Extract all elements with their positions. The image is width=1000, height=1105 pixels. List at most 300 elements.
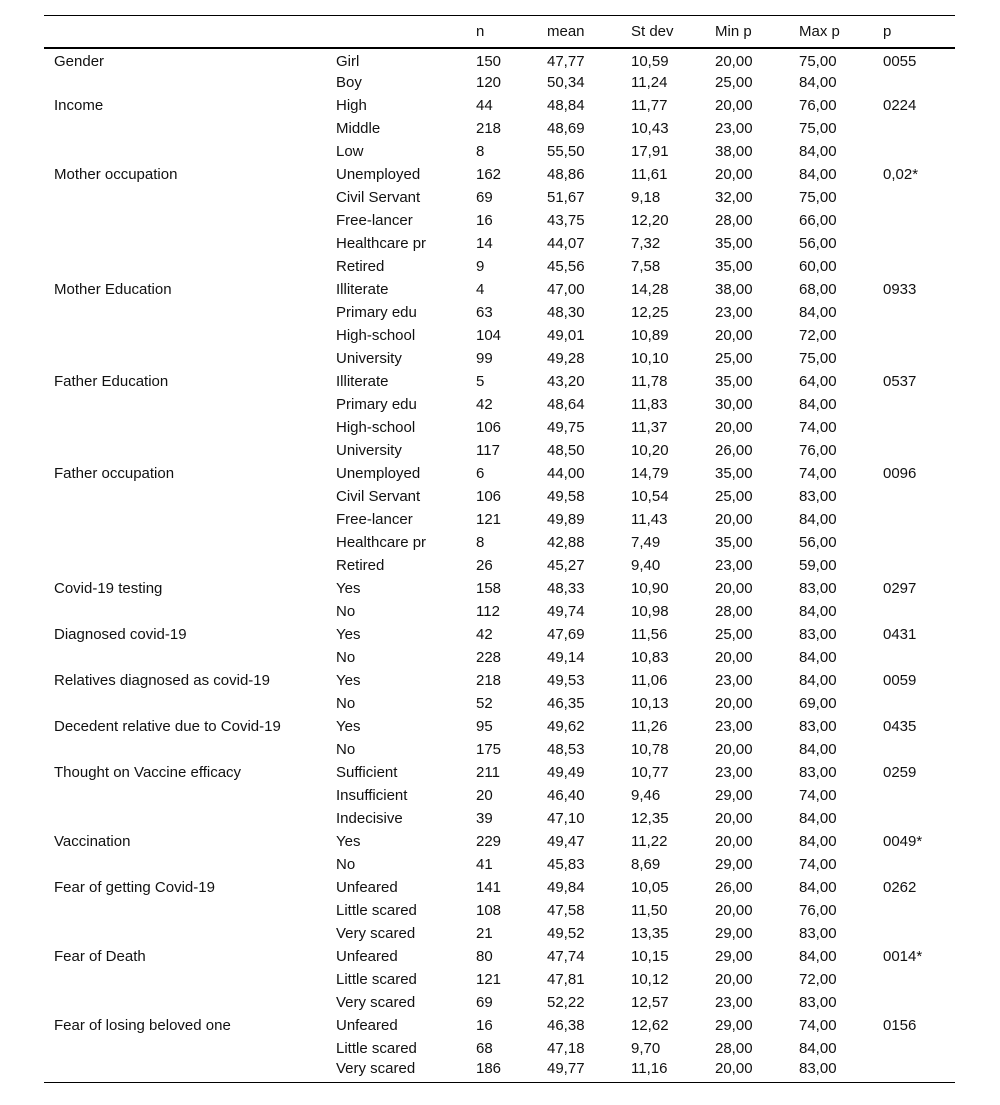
cell-st-dev: 10,83 — [631, 648, 669, 666]
cell-category: Little scared — [336, 970, 417, 988]
cell-p-value: 0156 — [883, 1016, 917, 1034]
cell-mean: 48,84 — [547, 96, 585, 114]
cell-max-p: 68,00 — [799, 280, 837, 298]
cell-n: 20 — [476, 786, 493, 804]
cell-min-p: 20,00 — [715, 418, 753, 436]
cell-variable: Covid-19 testing — [54, 579, 163, 597]
cell-n: 211 — [476, 763, 500, 781]
cell-max-p: 74,00 — [799, 1016, 837, 1034]
cell-max-p: 84,00 — [799, 671, 837, 689]
table-row — [44, 393, 955, 416]
cell-variable — [44, 1060, 336, 1083]
cell-mean: 49,75 — [547, 418, 585, 436]
cell-category: Very scared — [336, 1060, 476, 1083]
cell-min-p: 20,00 — [715, 648, 753, 666]
cell-st-dev: 11,24 — [631, 73, 668, 91]
cell-p-value — [883, 140, 955, 163]
cell-max-p: 72,00 — [799, 326, 837, 344]
cell-n: 39 — [476, 809, 493, 827]
cell-mean: 44,00 — [547, 464, 585, 482]
cell-mean: 47,74 — [547, 947, 585, 965]
cell-st-dev: 12,20 — [631, 211, 669, 229]
cell-min-p: 28,00 — [715, 211, 753, 229]
cell-max-p: 75,00 — [799, 52, 837, 70]
table-row — [44, 1060, 955, 1083]
cell-st-dev: 11,16 — [631, 1060, 715, 1083]
cell-category: Indecisive — [336, 809, 403, 827]
cell-category: Free-lancer — [336, 510, 413, 528]
cell-max-p: 74,00 — [799, 855, 837, 873]
cell-mean: 47,58 — [547, 901, 585, 919]
cell-variable — [44, 439, 336, 462]
table-row — [44, 807, 955, 830]
cell-st-dev: 13,35 — [631, 924, 669, 942]
cell-variable: Mother Education — [54, 280, 172, 298]
cell-p-value — [883, 600, 955, 623]
cell-n: 121 — [476, 510, 502, 528]
table-row — [44, 968, 955, 991]
cell-category: Sufficient — [336, 763, 398, 781]
cell-category: No — [336, 602, 356, 620]
cell-n: 141 — [476, 878, 502, 896]
cell-min-p: 29,00 — [715, 947, 753, 965]
cell-variable: Father Education — [54, 372, 169, 390]
cell-mean: 42,88 — [547, 533, 585, 551]
cell-p-value — [883, 508, 955, 531]
table-row — [44, 1014, 955, 1037]
cell-variable — [44, 531, 336, 554]
cell-p-value — [883, 301, 955, 324]
cell-category: Little scared — [336, 901, 417, 919]
table-row — [44, 876, 955, 899]
cell-max-p: 76,00 — [799, 96, 837, 114]
cell-n: 8 — [476, 142, 485, 160]
cell-variable — [44, 646, 336, 669]
cell-variable — [44, 807, 336, 830]
table-row — [44, 922, 955, 945]
cell-max-p: 69,00 — [799, 694, 837, 712]
cell-min-p: 38,00 — [715, 142, 753, 160]
cell-category: Very scared — [336, 924, 416, 942]
cell-variable — [44, 600, 336, 623]
cell-st-dev: 10,98 — [631, 602, 669, 620]
cell-mean: 49,01 — [547, 326, 585, 344]
cell-max-p: 84,00 — [799, 809, 837, 827]
cell-min-p: 20,00 — [715, 970, 753, 988]
cell-p-value: 0,02* — [883, 165, 919, 183]
cell-variable — [44, 991, 336, 1014]
cell-min-p: 20,00 — [715, 694, 753, 712]
cell-p-value — [883, 1037, 955, 1060]
cell-variable — [44, 508, 336, 531]
cell-variable — [44, 554, 336, 577]
cell-max-p: 76,00 — [799, 901, 837, 919]
cell-p-value — [883, 255, 955, 278]
cell-min-p: 28,00 — [715, 1039, 753, 1057]
cell-min-p: 23,00 — [715, 763, 753, 781]
cell-category: High-school — [336, 326, 416, 344]
cell-category: No — [336, 855, 356, 873]
cell-p-value: 0096 — [883, 464, 917, 482]
cell-st-dev: 11,56 — [631, 625, 668, 643]
cell-min-p: 29,00 — [715, 1016, 753, 1034]
cell-st-dev: 10,78 — [631, 740, 669, 758]
cell-max-p: 83,00 — [799, 487, 837, 505]
cell-min-p: 26,00 — [715, 441, 753, 459]
cell-mean: 49,47 — [547, 832, 585, 850]
table-row — [44, 738, 955, 761]
cell-mean: 49,49 — [547, 763, 585, 781]
table-row — [44, 232, 955, 255]
table-row — [44, 646, 955, 669]
cell-mean: 50,34 — [547, 73, 585, 91]
cell-mean: 48,50 — [547, 441, 585, 459]
cell-p-value — [883, 554, 955, 577]
cell-category: Retired — [336, 257, 385, 275]
cell-min-p: 20,00 — [715, 809, 753, 827]
cell-min-p: 23,00 — [715, 556, 753, 574]
cell-category: Yes — [336, 625, 361, 643]
cell-category: Boy — [336, 73, 362, 91]
cell-st-dev: 17,91 — [631, 142, 669, 160]
cell-n: 42 — [476, 395, 493, 413]
cell-category: Primary edu — [336, 395, 417, 413]
cell-st-dev: 9,70 — [631, 1039, 661, 1057]
cell-mean: 48,30 — [547, 303, 585, 321]
cell-min-p: 29,00 — [715, 855, 753, 873]
cell-max-p: 59,00 — [799, 556, 837, 574]
cell-max-p: 83,00 — [799, 763, 837, 781]
cell-max-p: 83,00 — [799, 993, 837, 1011]
cell-min-p: 25,00 — [715, 73, 753, 91]
cell-mean: 49,58 — [547, 487, 585, 505]
cell-n: 8 — [476, 533, 485, 551]
cell-mean: 49,53 — [547, 671, 585, 689]
cell-min-p: 32,00 — [715, 188, 753, 206]
cell-variable — [44, 416, 336, 439]
cell-variable — [44, 209, 336, 232]
cell-n: 26 — [476, 556, 493, 574]
cell-category: No — [336, 648, 356, 666]
cell-st-dev: 10,54 — [631, 487, 669, 505]
cell-st-dev: 10,15 — [631, 947, 669, 965]
cell-variable — [44, 853, 336, 876]
cell-mean: 46,40 — [547, 786, 585, 804]
table-row — [44, 186, 955, 209]
cell-min-p: 20,00 — [715, 165, 753, 183]
cell-category: Middle — [336, 119, 381, 137]
cell-n: 14 — [476, 234, 493, 252]
cell-category: Retired — [336, 556, 385, 574]
cell-n: 218 — [476, 119, 502, 137]
cell-n: 117 — [476, 441, 500, 459]
cell-p-value: 0537 — [883, 372, 917, 390]
cell-min-p: 23,00 — [715, 671, 753, 689]
table-row — [44, 117, 955, 140]
cell-max-p: 84,00 — [799, 947, 837, 965]
cell-p-value — [883, 646, 955, 669]
cell-variable: Vaccination — [54, 832, 131, 850]
cell-n: 104 — [476, 326, 502, 344]
cell-min-p: 20,00 — [715, 52, 753, 70]
table-row — [44, 899, 955, 922]
cell-variable — [44, 324, 336, 347]
cell-p-value: 0259 — [883, 763, 917, 781]
cell-category: Very scared — [336, 993, 416, 1011]
cell-p-value — [883, 531, 955, 554]
cell-mean: 49,52 — [547, 924, 585, 942]
table-row — [44, 830, 955, 853]
cell-category: Civil Servant — [336, 487, 421, 505]
cell-max-p: 75,00 — [799, 119, 837, 137]
table-row — [44, 347, 955, 370]
header-mean: mean — [547, 16, 631, 48]
cell-p-value — [883, 899, 955, 922]
table-row — [44, 163, 955, 186]
cell-n: 69 — [476, 188, 493, 206]
cell-p-value — [883, 968, 955, 991]
cell-max-p: 64,00 — [799, 372, 837, 390]
cell-min-p: 35,00 — [715, 234, 753, 252]
cell-variable: Relatives diagnosed as covid-19 — [54, 671, 270, 689]
cell-max-p: 56,00 — [799, 533, 837, 551]
cell-p-value: 0933 — [883, 280, 917, 298]
cell-p-value — [883, 922, 955, 945]
table-row — [44, 623, 955, 646]
cell-min-p: 35,00 — [715, 533, 753, 551]
cell-n: 121 — [476, 970, 502, 988]
cell-n: 95 — [476, 717, 493, 735]
cell-st-dev: 11,06 — [631, 671, 668, 689]
cell-st-dev: 9,18 — [631, 188, 661, 206]
cell-p-value: 0224 — [883, 96, 917, 114]
table-row — [44, 508, 955, 531]
table-body — [44, 48, 955, 1083]
cell-max-p: 74,00 — [799, 418, 837, 436]
cell-mean: 52,22 — [547, 993, 585, 1011]
cell-category: Unfeared — [336, 947, 398, 965]
cell-n: 21 — [476, 924, 493, 942]
cell-mean: 45,56 — [547, 257, 585, 275]
table-row — [44, 301, 955, 324]
cell-n: 63 — [476, 303, 493, 321]
cell-min-p: 20,00 — [715, 1060, 799, 1083]
cell-category: University — [336, 349, 402, 367]
cell-n: 52 — [476, 694, 493, 712]
cell-category: Unemployed — [336, 464, 421, 482]
cell-n: 120 — [476, 73, 502, 91]
cell-category: Unfeared — [336, 878, 398, 896]
table-row — [44, 991, 955, 1014]
cell-st-dev: 7,49 — [631, 533, 661, 551]
header-p-value: p — [883, 16, 955, 48]
cell-n: 175 — [476, 740, 502, 758]
cell-variable — [44, 347, 336, 370]
cell-variable: Father occupation — [54, 464, 175, 482]
cell-max-p: 84,00 — [799, 602, 837, 620]
cell-category: Yes — [336, 579, 361, 597]
cell-mean: 43,20 — [547, 372, 585, 390]
cell-mean: 47,77 — [547, 52, 585, 70]
cell-p-value — [883, 117, 955, 140]
table-row — [44, 669, 955, 692]
cell-category: Yes — [336, 717, 361, 735]
cell-variable — [44, 784, 336, 807]
cell-n: 5 — [476, 372, 485, 390]
table-row — [44, 577, 955, 600]
table-row — [44, 370, 955, 393]
table-row — [44, 255, 955, 278]
cell-p-value — [883, 347, 955, 370]
table-row — [44, 485, 955, 508]
cell-category: Yes — [336, 832, 361, 850]
table-row — [44, 600, 955, 623]
cell-st-dev: 9,40 — [631, 556, 661, 574]
cell-min-p: 35,00 — [715, 257, 753, 275]
table-row — [44, 784, 955, 807]
cell-min-p: 20,00 — [715, 740, 753, 758]
cell-category: No — [336, 740, 356, 758]
cell-n: 4 — [476, 280, 485, 298]
cell-min-p: 28,00 — [715, 602, 753, 620]
cell-mean: 48,86 — [547, 165, 585, 183]
cell-mean: 49,14 — [547, 648, 585, 666]
cell-st-dev: 11,43 — [631, 510, 668, 528]
cell-variable: Gender — [54, 52, 105, 70]
cell-variable: Fear of getting Covid-19 — [54, 878, 215, 896]
cell-max-p: 74,00 — [799, 786, 837, 804]
cell-st-dev: 9,46 — [631, 786, 661, 804]
table-row — [44, 71, 955, 94]
cell-variable — [44, 255, 336, 278]
table-row — [44, 462, 955, 485]
cell-max-p: 83,00 — [799, 1060, 883, 1083]
cell-max-p: 76,00 — [799, 441, 837, 459]
cell-n: 69 — [476, 993, 493, 1011]
cell-min-p: 23,00 — [715, 993, 753, 1011]
cell-st-dev: 10,43 — [631, 119, 669, 137]
cell-variable — [44, 968, 336, 991]
cell-n: 108 — [476, 901, 502, 919]
cell-variable — [44, 71, 336, 94]
cell-st-dev: 14,28 — [631, 280, 669, 298]
cell-mean: 45,27 — [547, 556, 585, 574]
table-row — [44, 140, 955, 163]
cell-p-value: 0055 — [883, 52, 917, 70]
cell-st-dev: 10,77 — [631, 763, 669, 781]
cell-mean: 47,00 — [547, 280, 585, 298]
cell-max-p: 84,00 — [799, 165, 837, 183]
cell-min-p: 25,00 — [715, 349, 753, 367]
cell-min-p: 25,00 — [715, 625, 753, 643]
cell-st-dev: 10,10 — [631, 349, 669, 367]
cell-max-p: 84,00 — [799, 142, 837, 160]
cell-max-p: 84,00 — [799, 303, 837, 321]
cell-mean: 43,75 — [547, 211, 585, 229]
cell-variable — [44, 117, 336, 140]
table-row — [44, 416, 955, 439]
header-n: n — [476, 16, 547, 48]
cell-max-p: 74,00 — [799, 464, 837, 482]
cell-mean: 48,64 — [547, 395, 585, 413]
cell-category: Unemployed — [336, 165, 421, 183]
statistics-table — [44, 15, 955, 1083]
cell-variable — [44, 393, 336, 416]
cell-variable — [44, 1037, 336, 1060]
cell-n: 6 — [476, 464, 485, 482]
cell-st-dev: 12,62 — [631, 1016, 669, 1034]
cell-st-dev: 11,61 — [631, 165, 668, 183]
cell-p-value: 0262 — [883, 878, 917, 896]
cell-n: 16 — [476, 211, 493, 229]
cell-p-value — [883, 232, 955, 255]
cell-min-p: 20,00 — [715, 96, 753, 114]
cell-category: Insufficient — [336, 786, 408, 804]
cell-n: 41 — [476, 855, 493, 873]
cell-mean: 47,10 — [547, 809, 585, 827]
cell-category: Girl — [336, 52, 360, 70]
cell-min-p: 30,00 — [715, 395, 753, 413]
table-row — [44, 209, 955, 232]
cell-n: 80 — [476, 947, 493, 965]
table-row — [44, 439, 955, 462]
cell-min-p: 35,00 — [715, 372, 753, 390]
cell-category: Little scared — [336, 1039, 417, 1057]
cell-st-dev: 11,78 — [631, 372, 668, 390]
header-max-p: Max p — [799, 16, 883, 48]
cell-variable — [44, 899, 336, 922]
cell-st-dev: 12,35 — [631, 809, 669, 827]
cell-variable: Mother occupation — [54, 165, 178, 183]
cell-variable — [44, 692, 336, 715]
cell-st-dev: 10,05 — [631, 878, 669, 896]
cell-min-p: 23,00 — [715, 303, 753, 321]
cell-st-dev: 7,32 — [631, 234, 661, 252]
cell-variable — [44, 140, 336, 163]
cell-variable — [44, 232, 336, 255]
cell-category: Illiterate — [336, 280, 389, 298]
cell-n: 158 — [476, 579, 502, 597]
cell-p-value — [883, 186, 955, 209]
cell-max-p: 84,00 — [799, 832, 837, 850]
table-row — [44, 278, 955, 301]
cell-p-value: 0014* — [883, 947, 923, 965]
cell-mean: 48,53 — [547, 740, 585, 758]
table-row — [44, 945, 955, 968]
cell-mean: 49,62 — [547, 717, 585, 735]
table-row — [44, 324, 955, 347]
table-row — [44, 761, 955, 784]
cell-p-value — [883, 209, 955, 232]
cell-n: 186 — [476, 1060, 547, 1083]
table-row — [44, 715, 955, 738]
cell-p-value — [883, 1060, 955, 1083]
cell-mean: 47,69 — [547, 625, 585, 643]
table-row — [44, 94, 955, 117]
cell-mean: 47,81 — [547, 970, 585, 988]
cell-category: Low — [336, 142, 364, 160]
cell-max-p: 75,00 — [799, 188, 837, 206]
cell-category: Free-lancer — [336, 211, 413, 229]
cell-max-p: 84,00 — [799, 648, 837, 666]
cell-st-dev: 11,77 — [631, 96, 668, 114]
cell-st-dev: 12,57 — [631, 993, 669, 1011]
cell-max-p: 83,00 — [799, 717, 837, 735]
cell-category: Healthcare pr — [336, 533, 427, 551]
cell-mean: 46,38 — [547, 1016, 585, 1034]
cell-category: High-school — [336, 418, 416, 436]
cell-st-dev: 11,22 — [631, 832, 668, 850]
